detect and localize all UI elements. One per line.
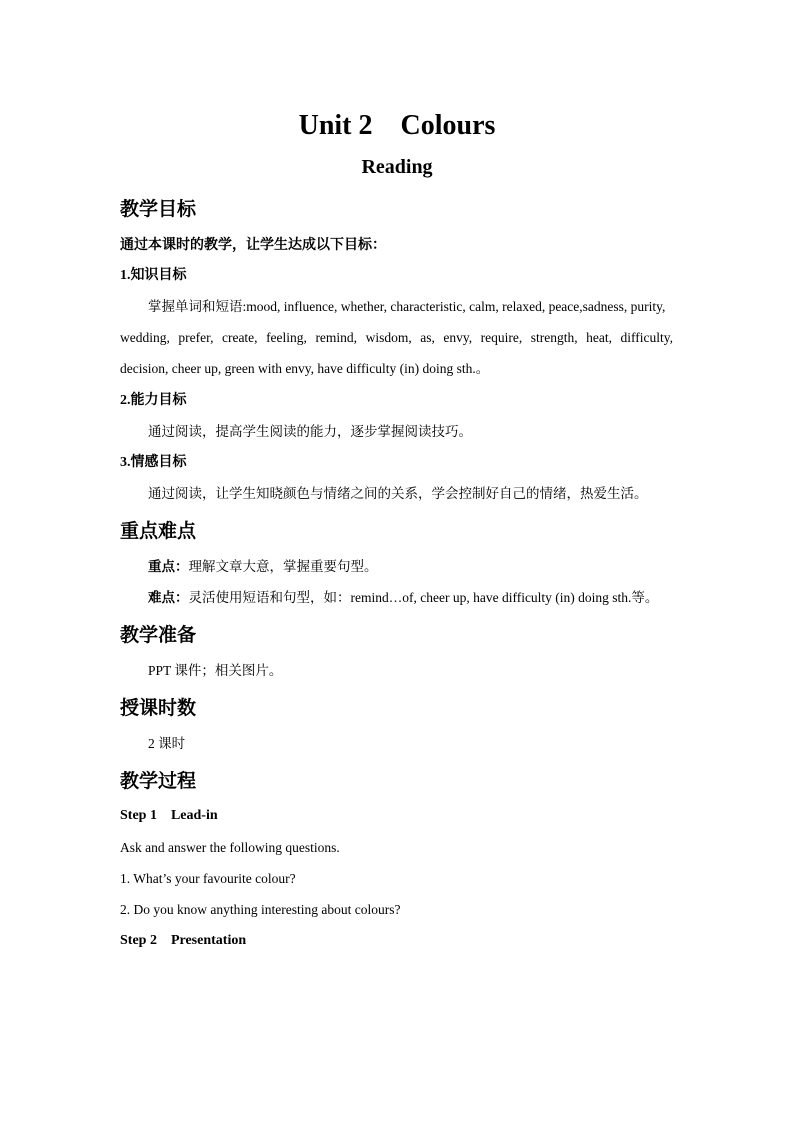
step-2-heading: Step 2 Presentation — [120, 933, 247, 948]
emotion-goal-text: 通过阅读，让学生知晓颜色与情绪之间的关系，学会控制好自己的情绪，热爱生活。 — [148, 486, 648, 501]
document-subtitle: Reading — [361, 156, 433, 178]
step-1-heading: Step 1 Lead-in — [120, 808, 218, 823]
step-1-intro: Ask and answer the following questions. — [120, 840, 340, 855]
section-heading-process: 教学过程 — [120, 770, 197, 792]
ability-goal-label: 2.能力目标 — [120, 393, 187, 408]
key-point-line — [148, 557, 378, 577]
difficult-point-line — [148, 588, 658, 608]
knowledge-goal-line-1: 掌握单词和短语:mood, influence, whether, characteristic, calm, relaxed, peace,sadness, purity, — [148, 299, 666, 314]
ability-goal-text: 通过阅读，提高学生阅读的能力，逐步掌握阅读技巧。 — [148, 424, 472, 439]
section-heading-preparation: 教学准备 — [120, 624, 197, 646]
document-title: Unit 2 Colours — [298, 110, 496, 141]
question-2: 2. Do you know anything interesting about colours? — [120, 902, 401, 917]
key-point-text: 理解文章大意，掌握重要句型。 — [188, 559, 378, 574]
section-heading-key-points: 重点难点 — [120, 520, 197, 542]
emotion-goal-label: 3.情感目标 — [120, 455, 187, 470]
preparation-text: PPT 课件；相关图片。 — [148, 663, 283, 678]
difficult-point-label: 难点： — [148, 590, 189, 605]
difficult-point-text: 灵活使用短语和句型，如：remind…of, cheer up, have difficulty (in) doing sth.等。 — [188, 590, 659, 605]
question-1: 1. What’s your favourite colour? — [120, 871, 296, 886]
knowledge-goal-line-3: decision, cheer up, green with envy, have difficulty (in) doing sth.。 — [120, 361, 490, 376]
knowledge-goal-line-2: wedding, prefer, create, feeling, remind, wisdom, as, envy, require, strength, heat, difficulty, — [120, 330, 673, 345]
section-heading-objectives: 教学目标 — [120, 198, 197, 220]
section-heading-hours: 授课时数 — [120, 697, 197, 719]
knowledge-goal-label: 1.知识目标 — [120, 268, 187, 283]
hours-text: 2 课时 — [148, 736, 186, 751]
key-point-label: 重点： — [148, 559, 189, 574]
objectives-intro: 通过本课时的教学，让学生达成以下目标： — [120, 238, 386, 253]
